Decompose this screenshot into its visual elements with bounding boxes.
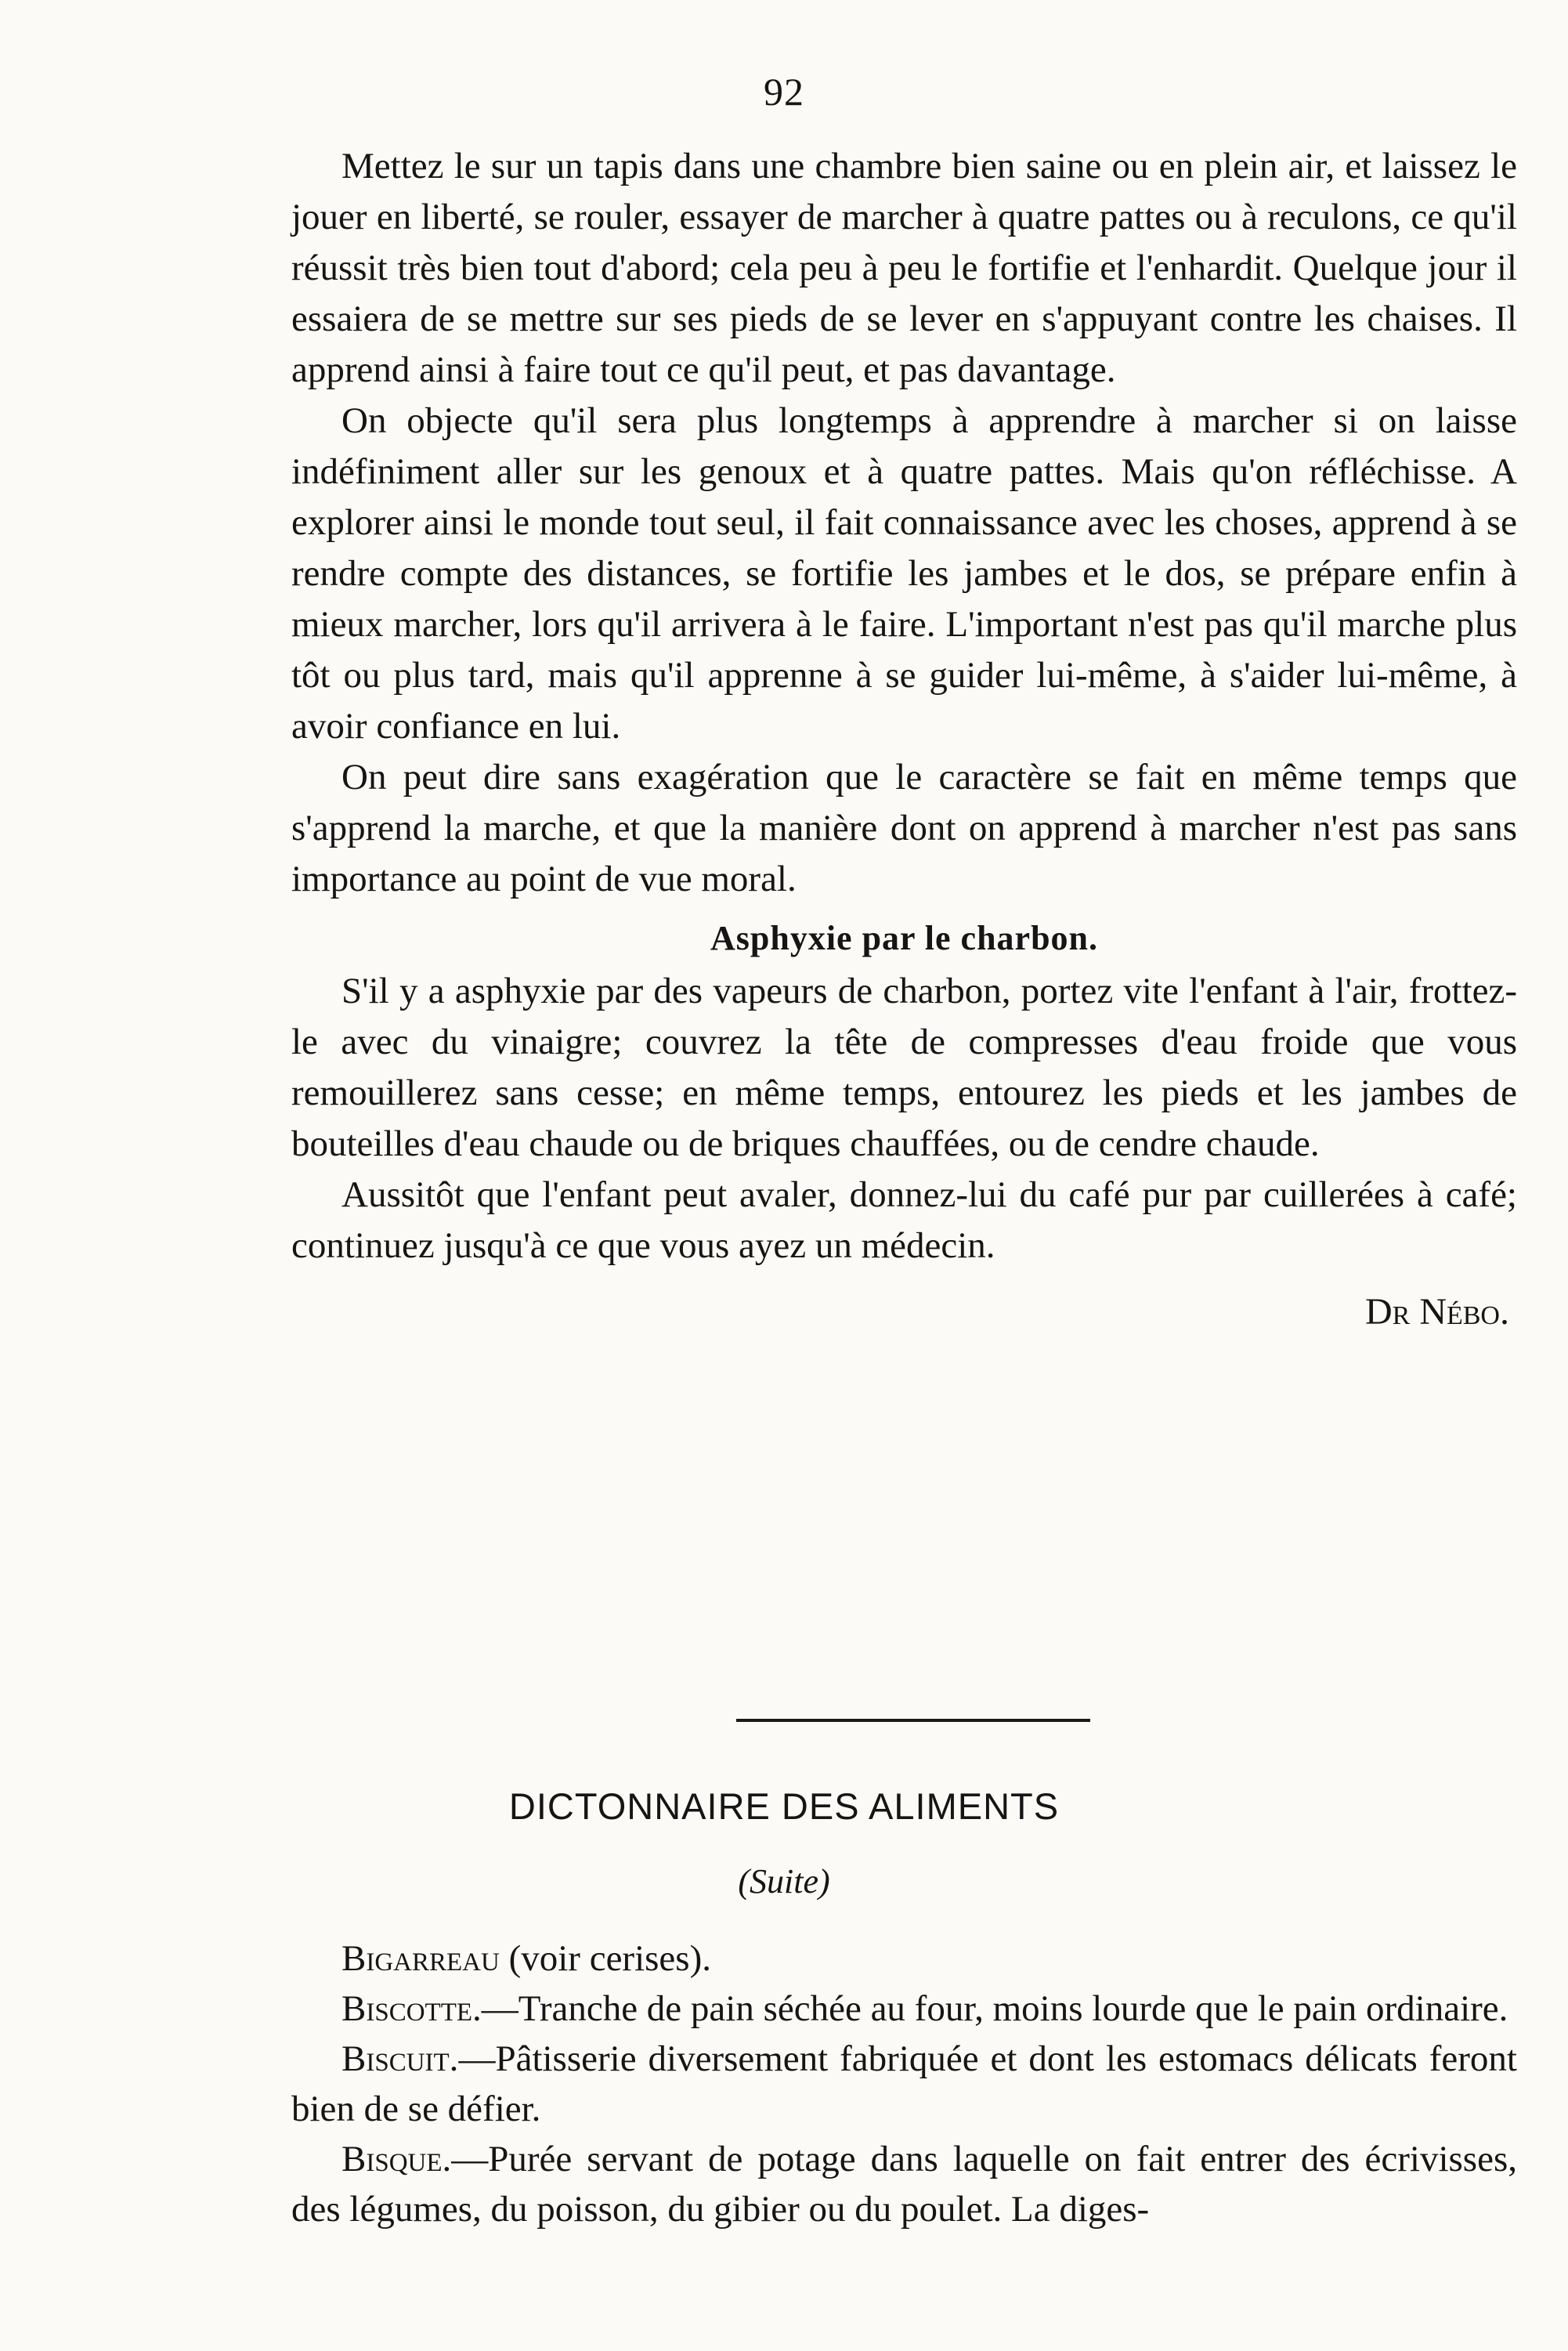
- entry-definition: —Tranche de pain séchée au four, moins lourde que le pain ordinaire.: [481, 1988, 1508, 2029]
- paragraph-asphyxia-1: S'il y a asphyxie par des vapeurs de charbon, portez vite l'enfant à l'air, frottez-le avec du vinaigre; couvrez la tête de compresses d'eau froide que vous remouillerez sans cesse; en même temps, entourez les pieds et les jambes de bouteilles d'eau chaude ou de briques chauffées, ou de cendre chaude.: [291, 971, 1517, 1164]
- dictionary-entry: [291, 1984, 1517, 2034]
- article-body: [291, 141, 1517, 1337]
- entry-term: Bigarreau: [341, 1938, 500, 1979]
- entry-definition: —Pâtisserie diversement fabriquée et dont les estomacs délicats feront bien de se défier.: [291, 2038, 1517, 2129]
- entry-term: Biscotte.: [341, 1988, 482, 2029]
- paragraph-walking-3: On peut dire sans exagération que le caractère se fait en même temps que s'apprend la marche, et que la manière dont on apprend à marcher n'est pas sans importance au point de vue moral.: [291, 757, 1517, 899]
- section-divider: [736, 1719, 1090, 1722]
- dictionary-entry: [291, 2134, 1517, 2234]
- dictionary-entry: [291, 1933, 1517, 1984]
- entry-definition: (voir cerises).: [499, 1938, 711, 1979]
- author-signature: Dr Nébo.: [1364, 1291, 1509, 1333]
- dictionary-title: DICTONNAIRE DES ALIMENTS: [508, 1785, 1060, 1827]
- section-heading: Asphyxie par le charbon.: [710, 919, 1099, 957]
- entry-term: Bisque.: [341, 2139, 452, 2179]
- paragraph-walking-2: On objecte qu'il sera plus longtemps à apprendre à marcher si on laisse indéfiniment aller sur les genoux et à quatre pattes. Mais qu'on réfléchisse. A explorer ainsi le monde tout seul, il fait connaissance avec les choses, apprend à se rendre compte des distances, se fortifie les jambes et le dos, se prépare enfin à mieux marcher, lors qu'il arrivera à le faire. L'important n'est pas qu'il marche plus tôt ou plus tard, mais qu'il apprenne à se guider lui-même, à s'aider lui-même, à avoir confiance en lui.: [291, 400, 1517, 747]
- paragraph-asphyxia-2: Aussitôt que l'enfant peut avaler, donnez-lui du café pur par cuillerées à café; continuez jusqu'à ce que vous ayez un médecin.: [291, 1174, 1517, 1266]
- dictionary-subtitle: (Suite): [738, 1862, 830, 1901]
- entry-term: Biscuit.: [341, 2038, 459, 2079]
- paragraph-walking-1: Mettez le sur un tapis dans une chambre bien saine ou en plein air, et laissez le jouer en liberté, se rouler, essayer de marcher à quatre pattes ou à reculons, ce qu'il réussit très bien tout d'abord; cela peu à peu le fortifie et l'enhardit. Quelque jour il essaiera de se mettre sur ses pieds de se lever en s'appuyant contre les chaises. Il apprend ainsi à faire tout ce qu'il peut, et pas davantage.: [291, 146, 1517, 390]
- entry-definition: —Purée servant de potage dans laquelle on fait entrer des écrivisses, des légumes, du poisson, du gibier ou du poulet. La diges-: [291, 2139, 1517, 2230]
- dictionary-entries: [291, 1933, 1517, 2234]
- page-number: 92: [764, 70, 804, 114]
- dictionary-entry: [291, 2034, 1517, 2134]
